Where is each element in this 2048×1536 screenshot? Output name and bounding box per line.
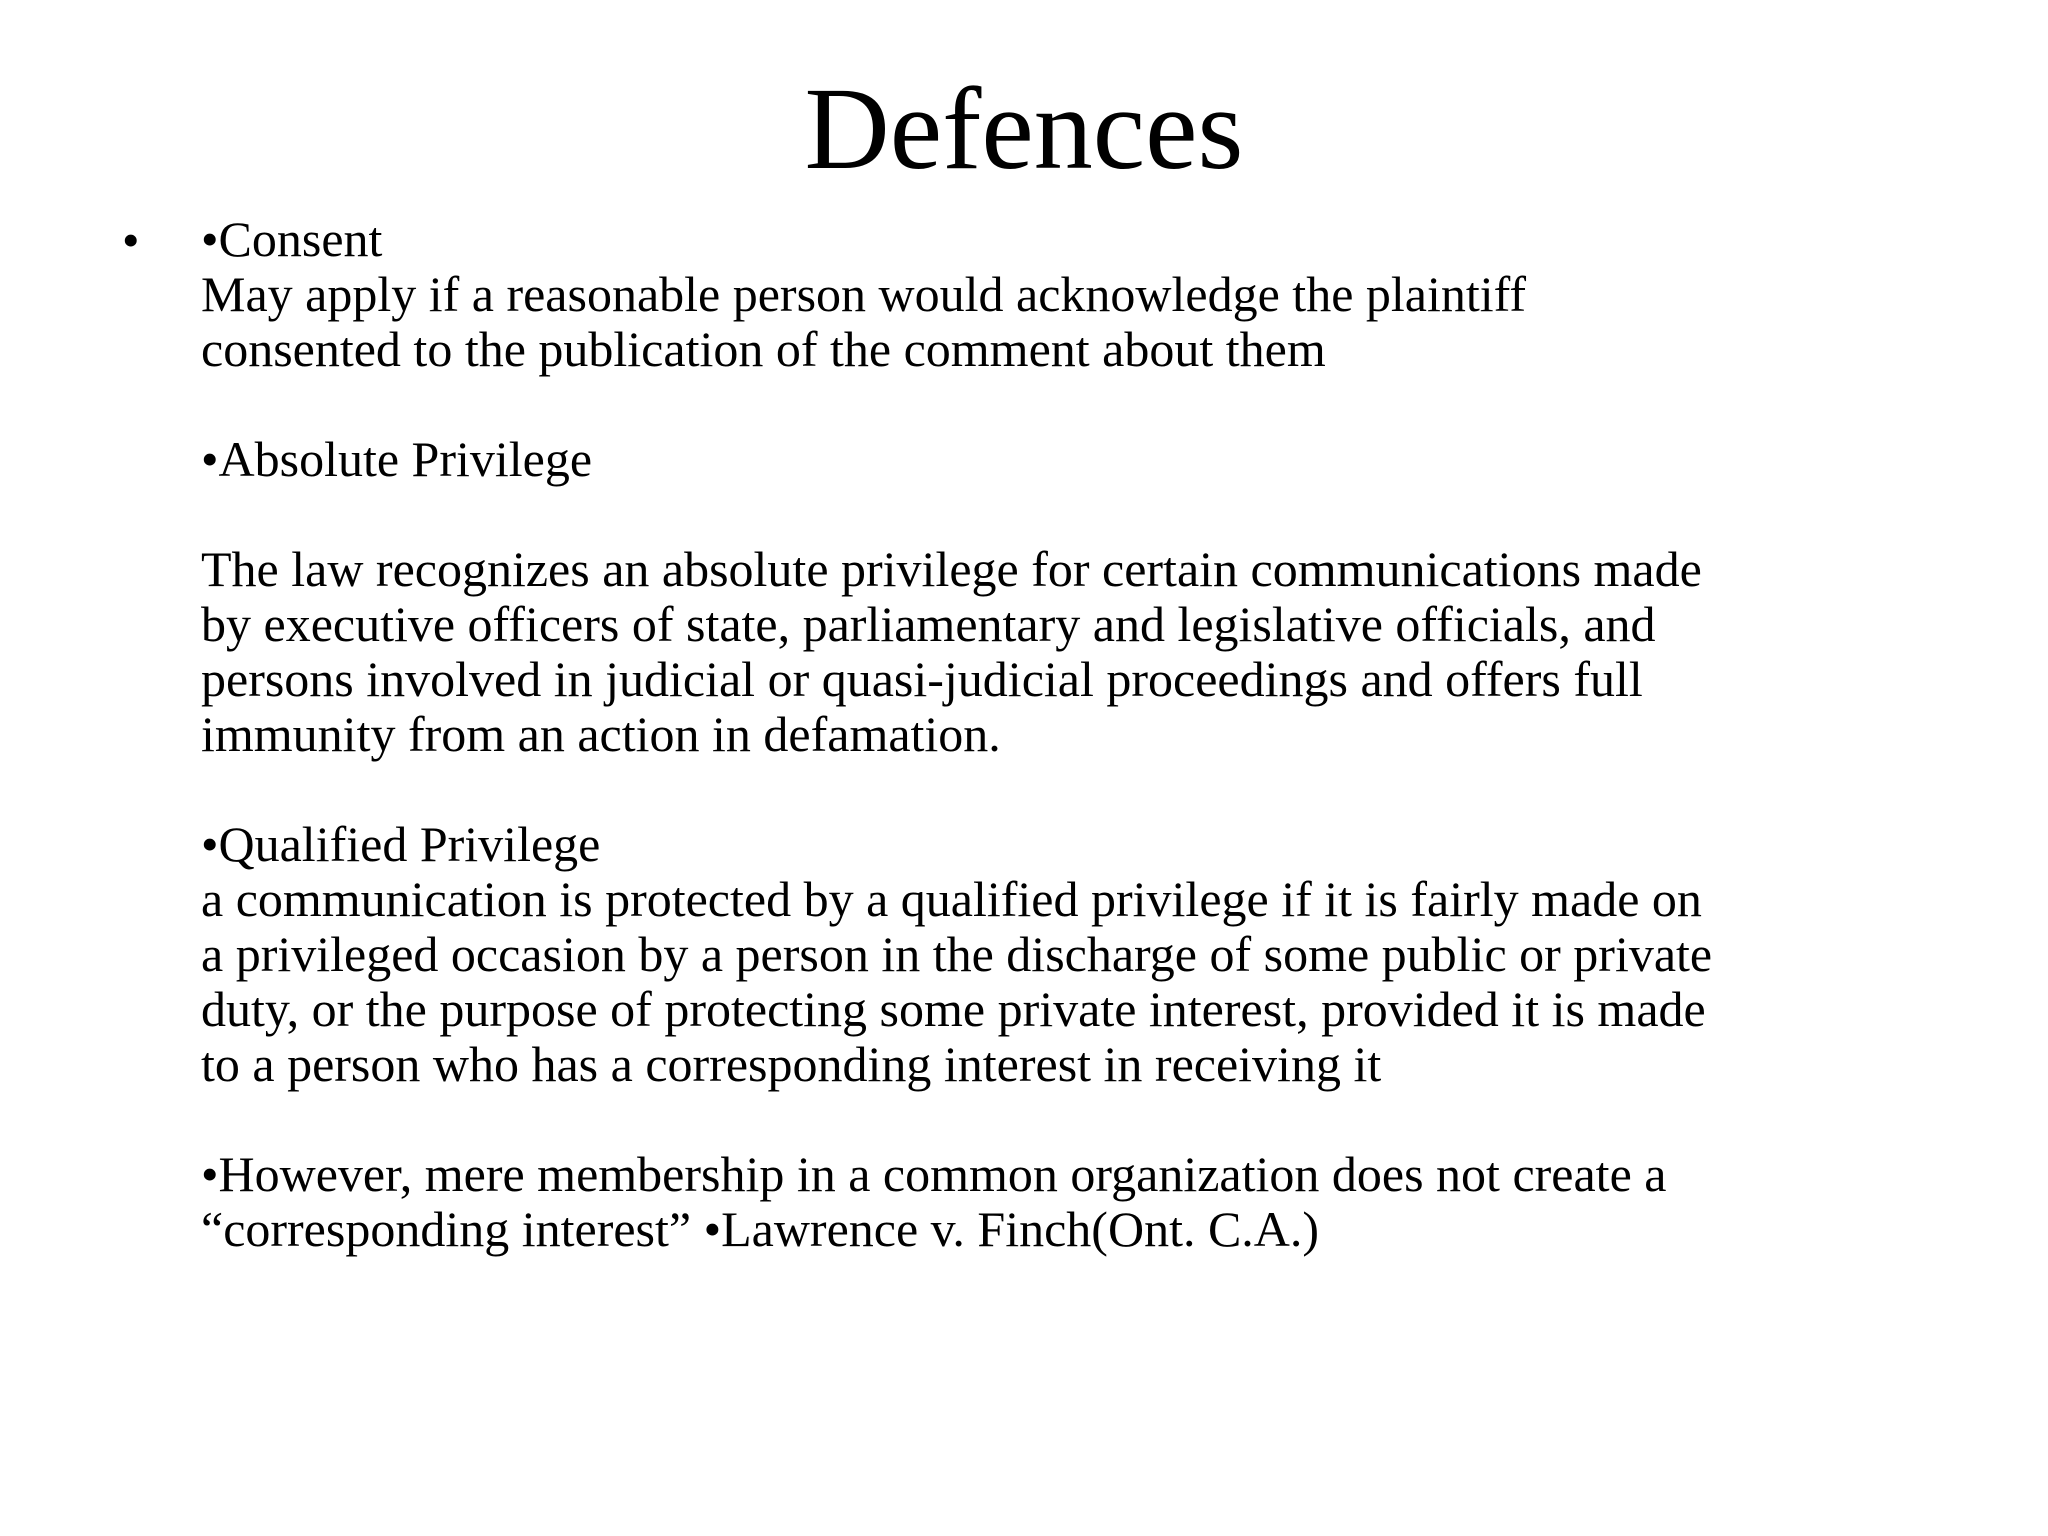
spacer [201, 1092, 2001, 1147]
absolute-privilege-text-line: immunity from an action in defamation. [201, 706, 1001, 762]
absolute-privilege-heading: •Absolute Privilege [201, 431, 593, 487]
spacer [201, 377, 2001, 432]
however-text-line: •However, mere membership in a common organization does not create a [201, 1146, 1667, 1202]
consent-heading: •Consent [201, 211, 383, 267]
consent-text-line: May apply if a reasonable person would acknowledge the plaintiff [201, 266, 1527, 322]
bullet-marker: • [122, 212, 140, 268]
qualified-privilege-text-line: duty, or the purpose of protecting some private interest, provided it is made [201, 981, 1706, 1037]
consent-text-line: consented to the publication of the comment about them [201, 321, 1326, 377]
qualified-privilege-text-line: a privileged occasion by a person in the discharge of some public or private [201, 926, 1713, 982]
absolute-privilege-text-line: persons involved in judicial or quasi-judicial proceedings and offers full [201, 651, 1643, 707]
slide-title: Defences [804, 63, 1244, 194]
qualified-privilege-heading: •Qualified Privilege [201, 816, 601, 872]
spacer [201, 487, 2001, 542]
case-citation-line: “corresponding interest” •Lawrence v. Finch(Ont. C.A.) [201, 1201, 1320, 1257]
spacer [201, 762, 2001, 817]
qualified-privilege-text-line: a communication is protected by a qualified privilege if it is fairly made on [201, 871, 1702, 927]
absolute-privilege-text-line: by executive officers of state, parliamentary and legislative officials, and [201, 596, 1656, 652]
slide-body [201, 212, 2001, 1257]
qualified-privilege-text-line: to a person who has a corresponding interest in receiving it [201, 1036, 1382, 1092]
absolute-privilege-text-line: The law recognizes an absolute privilege for certain communications made [201, 541, 1702, 597]
